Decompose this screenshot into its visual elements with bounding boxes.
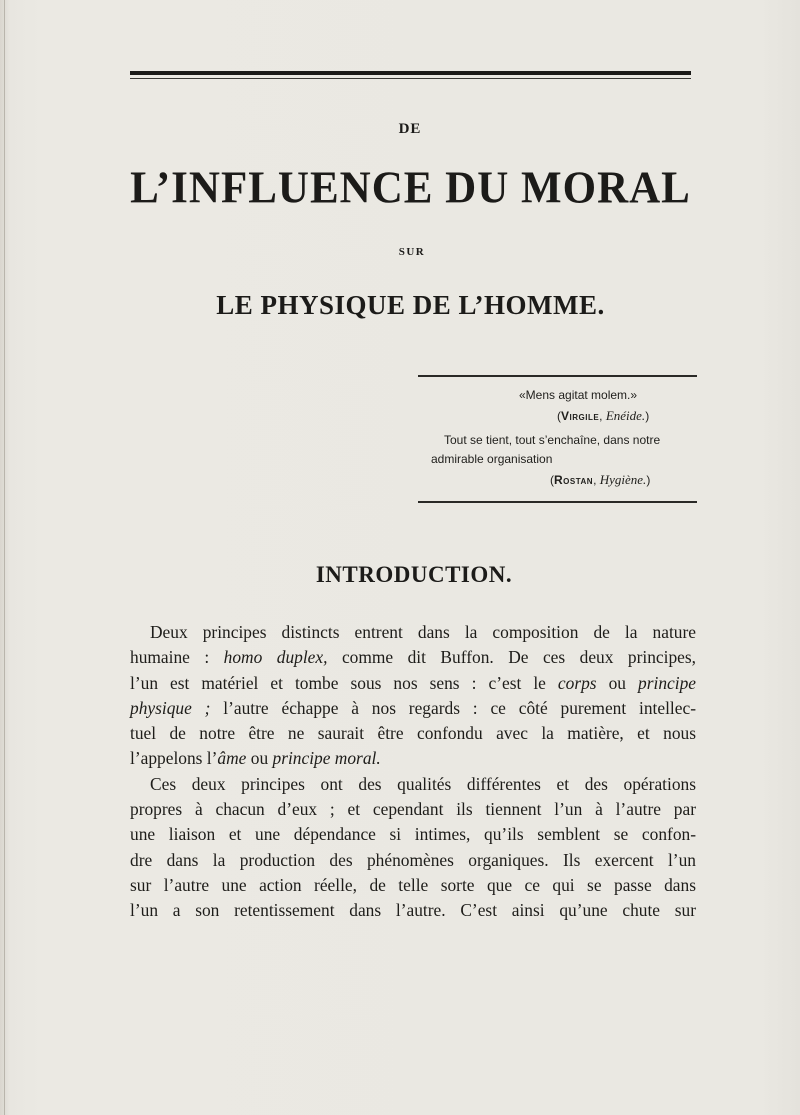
text-line: l’un a son retentissement dans l’autre. C’est ainsi qu’une chute sur xyxy=(130,900,696,921)
text-line xyxy=(130,671,696,696)
body-text xyxy=(130,620,696,924)
epigraph-attribution-2: (Rostan, Hygiène.) xyxy=(550,472,651,487)
italic-run: corps xyxy=(557,672,597,693)
epigraph-quote-2-line-2: admirable organisation xyxy=(431,452,553,466)
page-title: L’INFLUENCE DU MORAL xyxy=(130,163,691,214)
text-line: une liaison et une dépendance si intimes, qu’ils semblent se confon- xyxy=(130,824,696,845)
epigraph-rule-bottom xyxy=(418,501,697,503)
text-run: comme dit Buffon. De ces deux principes, xyxy=(327,647,696,668)
epigraph-quote-1-text: «Mens agitat molem.» xyxy=(519,388,638,402)
text-line xyxy=(130,645,696,670)
text-run: l’autre échappe à nos regards : ce côté purement intellec- xyxy=(210,697,696,718)
text-run: l’appelons l’ xyxy=(130,748,218,769)
paragraph-1 xyxy=(130,620,696,772)
header-rule-thick xyxy=(130,71,691,75)
paragraph-2 xyxy=(130,772,696,924)
text-run: humaine : xyxy=(130,647,224,668)
italic-run: principe xyxy=(638,672,697,693)
page-subtitle: LE PHYSIQUE DE L’HOMME. xyxy=(216,290,605,320)
text-run: ou xyxy=(246,748,273,769)
epigraph-work-1: Enéide. xyxy=(605,408,646,423)
text-line: Deux principes distincts entrent dans la composition de la nature xyxy=(150,622,696,642)
title-prefix: DE xyxy=(398,121,422,137)
epigraph-attribution-1: (Virgile, Enéide.) xyxy=(557,408,650,423)
text-line: sur l’autre une action réelle, de telle sorte que ce qui se passe dans xyxy=(130,874,696,895)
italic-run: âme xyxy=(217,748,247,769)
header-rule-thin xyxy=(130,78,691,79)
text-run: l’un est matériel et tombe sous nos sens : c’est le xyxy=(130,672,558,693)
text-line xyxy=(130,696,696,721)
epigraph-quote-1 xyxy=(519,388,637,402)
epigraph-work-2: Hygiène. xyxy=(599,472,647,487)
title-connector: SUR xyxy=(398,246,426,258)
text-line: tuel de notre être ne saurait être confondu avec la matière, et nous xyxy=(130,723,696,744)
text-line: Ces deux principes ont des qualités différentes et des opérations xyxy=(150,773,696,794)
italic-run: homo duplex, xyxy=(223,647,328,668)
italic-run: physique ; xyxy=(130,697,211,718)
epigraph-rule-top xyxy=(418,375,697,377)
epigraph-author-2: Rostan xyxy=(554,473,594,487)
epigraph-author-1: Virgile xyxy=(561,409,600,423)
text-line xyxy=(130,746,696,771)
section-heading: INTRODUCTION. xyxy=(315,562,513,587)
text-line: propres à chacun d’eux ; et cependant ils tiennent l’un à l’autre par xyxy=(130,799,696,820)
epigraph-quote-2-line-1: Tout se tient, tout s’enchaîne, dans notre xyxy=(444,433,661,447)
italic-run: principe moral. xyxy=(272,748,381,769)
text-run: ou xyxy=(596,672,639,693)
page-edge xyxy=(4,0,5,1115)
text-line: dre dans la production des phénomènes organiques. Ils exercent l’un xyxy=(130,849,696,870)
